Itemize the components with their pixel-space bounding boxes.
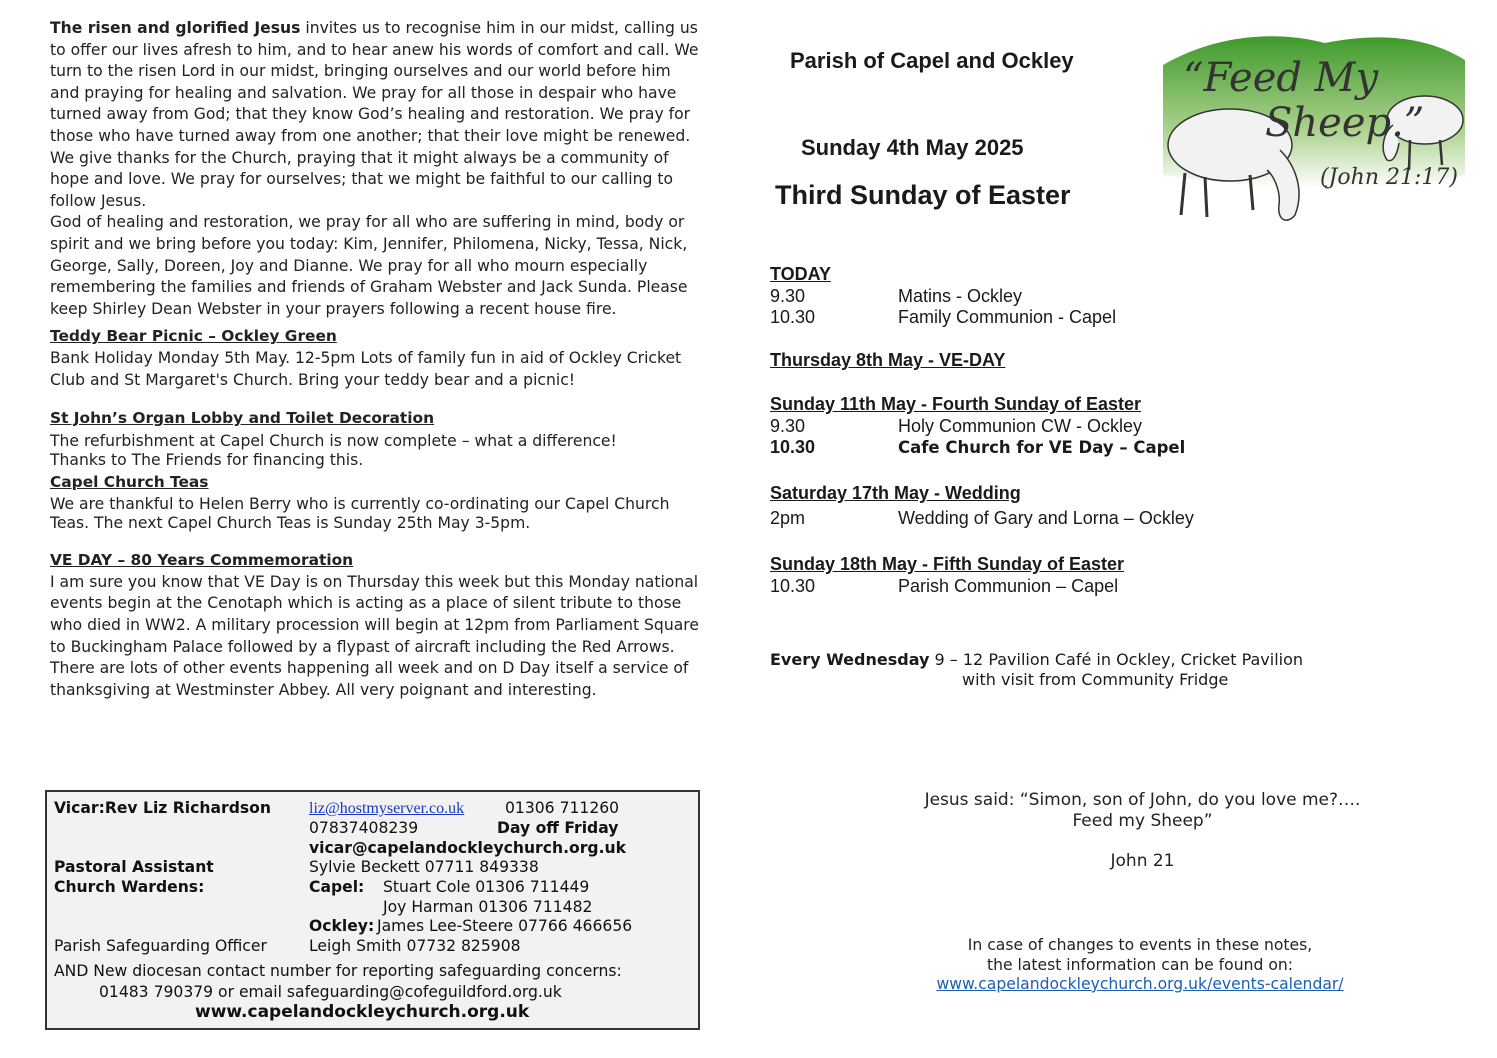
contact-box (45, 790, 700, 1030)
diocesan-line-1: AND New diocesan contact number for reporting safeguarding concerns: (54, 962, 622, 980)
sun11-heading: Sunday 11th May - Fourth Sunday of Easter (770, 394, 1142, 414)
vicar-phone: 01306 711260 (505, 799, 620, 817)
diocesan-line-2: 01483 790379 or email safeguarding@cofeguildford.org.uk (99, 983, 562, 1001)
today-desc-1: Matins - Ockley (898, 286, 1023, 306)
ockley-label: Ockley: (309, 917, 375, 935)
quote-line-1: Jesus said: “Simon, son of John, do you love me?…. (924, 790, 1361, 810)
feed-my-sheep-logo (1155, 25, 1470, 230)
sat17-time-1: 2pm (770, 508, 806, 528)
sun11-desc-2: Cafe Church for VE Day – Capel (898, 438, 1186, 457)
page-title: Third Sunday of Easter (775, 180, 1071, 210)
today-heading: TODAY (770, 264, 832, 284)
notice-body-organ-2: Thanks to The Friends for financing this. (50, 450, 364, 469)
sat17-heading: Saturday 17th May - Wedding (770, 483, 1021, 503)
logo-text-1: “Feed My (1183, 55, 1379, 101)
logo-ref: (John 21:17) (1320, 165, 1458, 190)
sun11-desc-1: Holy Communion CW - Ockley (898, 416, 1143, 436)
sat17-desc-1: Wedding of Gary and Lorna – Ockley (898, 508, 1194, 528)
schedule-sun11 (770, 394, 1230, 464)
notice-body-teddy: Bank Holiday Monday 5th May. 12-5pm Lots of family fun in aid of Ockley Cricket Club and St Margaret's Church. Bring your teddy bear and a picnic! (50, 348, 682, 389)
changes-line-2: the latest information can be found on: (986, 955, 1294, 974)
every-wednesday (770, 650, 1330, 690)
intercession-paragraph (50, 18, 702, 212)
quote-ref: John 21 (1110, 851, 1175, 871)
service-date: Sunday 4th May 2025 (801, 135, 1024, 160)
every-line-1: 9 – 12 Pavilion Café in Ockley, Cricket Pavilion (929, 650, 1304, 669)
safeguard-value: Leigh Smith 07732 825908 (309, 937, 521, 955)
notice-heading-teas: Capel Church Teas (50, 472, 209, 491)
sun18-heading: Sunday 18th May - Fifth Sunday of Easter (770, 554, 1125, 574)
schedule-today (770, 264, 1230, 334)
sun18-desc-1: Parish Communion – Capel (898, 576, 1119, 596)
thursday-heading: Thursday 8th May - VE-DAY (770, 350, 1006, 370)
notice-body-organ-1: The refurbishment at Capel Church is now complete – what a difference! (50, 431, 617, 450)
vicar-label: Vicar:Rev Liz Richardson (54, 799, 271, 817)
logo-text-2: Sheep.” (1265, 100, 1425, 146)
parish-name: Parish of Capel and Ockley (790, 48, 1074, 73)
notice-heading-teddy: Teddy Bear Picnic – Ockley Green (50, 327, 337, 346)
scripture-quote (880, 790, 1405, 872)
notices-column (50, 18, 702, 701)
vicar-email-2: vicar@capelandockleychurch.org.uk (309, 839, 626, 857)
notice-heading-organ: St John’s Organ Lobby and Toilet Decoration (50, 409, 435, 428)
pastoral-label: Pastoral Assistant (54, 858, 214, 876)
today-time-2: 10.30 (770, 307, 816, 327)
prayer-paragraph: God of healing and restoration, we pray for all who are suffering in mind, body or spirit and we bring before you today: Kim, Jennifer, Philomena, Nicky, Tessa, Nick, George, Sally, Doreen, Joy and Dianne. We pray for all who mourn especially remembering the families and friends of Graham Webster and Jack Sunda. Please keep Shirley Dean Webster in your prayers following a recent house fire. (50, 213, 688, 318)
intro-bold: The risen and glorified Jesus (50, 19, 301, 37)
every-label: Every Wednesday (770, 650, 930, 669)
vicar-mobile: 07837408239 (309, 819, 419, 837)
intro-text: invites us to recognise him in our midst, calling us to offer our lives afresh to him, and to hear anew his words of comfort and call. We turn to the risen Lord in our midst, bringing ourselves and our world before him and praying for healing and salvation. We pray for all those in despair who have turned away from God; that they know God’s healing and restoration. We pray for those who have turned away from one another; that their love might be renewed. We give thanks for the Church, praying that it might always be a community of hope and love. We pray for ourselves; that we might be faithful to our calling to follow Jesus. (50, 19, 699, 210)
changes-note (900, 936, 1380, 995)
events-calendar-link[interactable]: www.capelandockleychurch.org.uk/events-calendar/ (936, 975, 1344, 993)
quote-line-2: Feed my Sheep” (1072, 811, 1213, 831)
schedule-sun18 (770, 554, 1230, 604)
capel-label: Capel: (309, 878, 365, 896)
pastoral-value: Sylvie Beckett 07711 849338 (309, 858, 539, 876)
every-line-2: with visit from Community Fridge (962, 670, 1229, 689)
vicar-email-link[interactable]: liz@hostmyserver.co.uk (309, 800, 465, 817)
capel-warden-1: Stuart Cole 01306 711449 (383, 878, 590, 896)
schedule-sat17 (770, 483, 1240, 533)
notice-body-teas: We are thankful to Helen Berry who is currently co-ordinating our Capel Church Teas. The next Capel Church Teas is Sunday 25th May 3-5pm. (50, 495, 670, 533)
wardens-label: Church Wardens: (54, 878, 205, 896)
today-desc-2: Family Communion - Capel (898, 307, 1117, 327)
sun18-time-1: 10.30 (770, 576, 816, 596)
notice-heading-veday: VE DAY – 80 Years Commemoration (50, 551, 354, 570)
website: www.capelandockleychurch.org.uk (195, 1002, 530, 1022)
today-time-1: 9.30 (770, 286, 806, 306)
capel-warden-2: Joy Harman 01306 711482 (383, 898, 593, 916)
sun11-time-1: 9.30 (770, 416, 806, 436)
changes-line-1: In case of changes to events in these notes, (967, 936, 1313, 954)
sun11-time-2: 10.30 (770, 437, 816, 457)
ockley-warden: James Lee-Steere 07766 466656 (377, 917, 633, 935)
notice-body-veday: I am sure you know that VE Day is on Thursday this week but this Monday national events begin at the Cenotaph which is acting as a place of silent tribute to those who died in WW2. A military procession will begin at 12pm from Parliament Square to Buckingham Palace followed by a flypast of aircraft including the Red Arrows. There are lots of other events happening all week and on D Day itself a service of thanksgiving at Westminster Abbey. All very poignant and interesting. (50, 572, 699, 699)
day-off: Day off Friday (497, 819, 619, 837)
safeguard-label: Parish Safeguarding Officer (54, 937, 267, 955)
